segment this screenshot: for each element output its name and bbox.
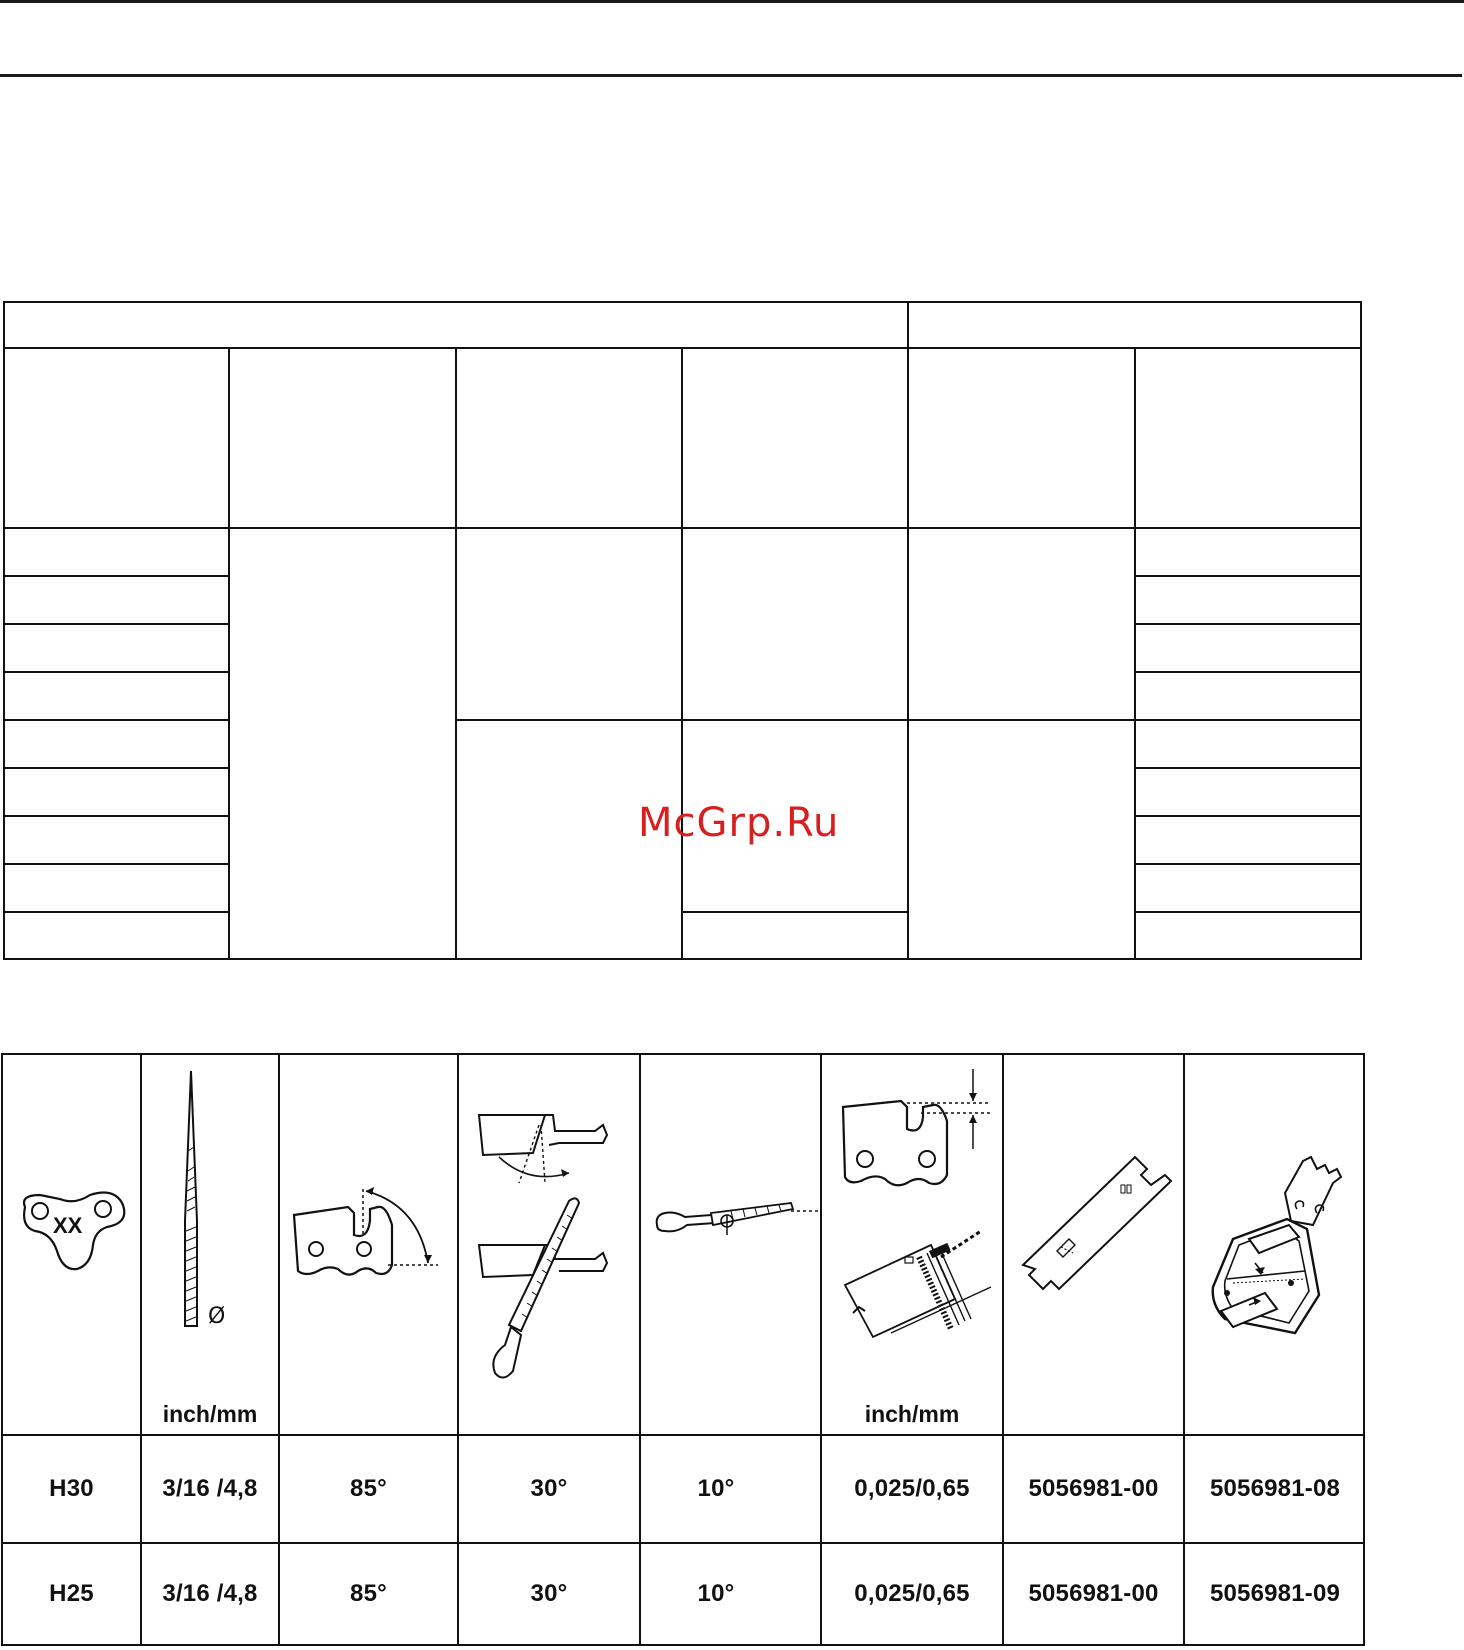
link-marking-text: XX bbox=[53, 1213, 83, 1238]
file-diameter-unit: inch/mm bbox=[162, 1401, 258, 1427]
chain-type-cell: H30 bbox=[49, 1475, 94, 1502]
file-holder-guide-icon bbox=[1193, 1155, 1363, 1355]
file-holder-angle-icon bbox=[651, 1195, 821, 1265]
file-holder-part-cell: 5056981-09 bbox=[1209, 1580, 1341, 1607]
chain-link-marking-icon bbox=[15, 1187, 131, 1277]
filing-angle-icon bbox=[469, 1095, 629, 1385]
diameter-symbol: Ø bbox=[208, 1304, 226, 1329]
depth-gauge-cell: 0,025/0,65 bbox=[854, 1580, 970, 1607]
file-holder-part-cell: 5056981-08 bbox=[1209, 1475, 1341, 1502]
spec-table-grid bbox=[3, 301, 1362, 960]
file-diameter-cell: 3/16 /4,8 bbox=[162, 1580, 258, 1607]
chain-type-cell: H25 bbox=[49, 1580, 94, 1607]
filing-angle-cell: 30° bbox=[530, 1475, 568, 1502]
filing-angle-cell: 30° bbox=[530, 1580, 568, 1607]
depth-gauge-icon bbox=[831, 1067, 1001, 1357]
round-file-icon bbox=[158, 1071, 268, 1341]
depth-gauge-unit: inch/mm bbox=[864, 1401, 960, 1427]
watermark: McGrp.Ru bbox=[638, 800, 840, 846]
top-plate-angle-cell: 85° bbox=[350, 1475, 387, 1502]
header-rule bbox=[0, 74, 1462, 77]
top-plate-angle-cell: 85° bbox=[350, 1580, 387, 1607]
gauge-tool-part-cell: 5056981-00 bbox=[1028, 1475, 1159, 1502]
depth-gauge-cell: 0,025/0,65 bbox=[854, 1475, 970, 1502]
top-plate-angle-icon bbox=[288, 1185, 448, 1305]
file-holder-angle-cell: 10° bbox=[697, 1475, 735, 1502]
file-holder-angle-cell: 10° bbox=[697, 1580, 735, 1607]
top-rule bbox=[0, 0, 1464, 3]
depth-gauge-tool-icon bbox=[1017, 1155, 1177, 1365]
file-diameter-cell: 3/16 /4,8 bbox=[162, 1475, 258, 1502]
sharpening-table bbox=[1, 1053, 1365, 1646]
gauge-tool-part-cell: 5056981-00 bbox=[1028, 1580, 1159, 1607]
